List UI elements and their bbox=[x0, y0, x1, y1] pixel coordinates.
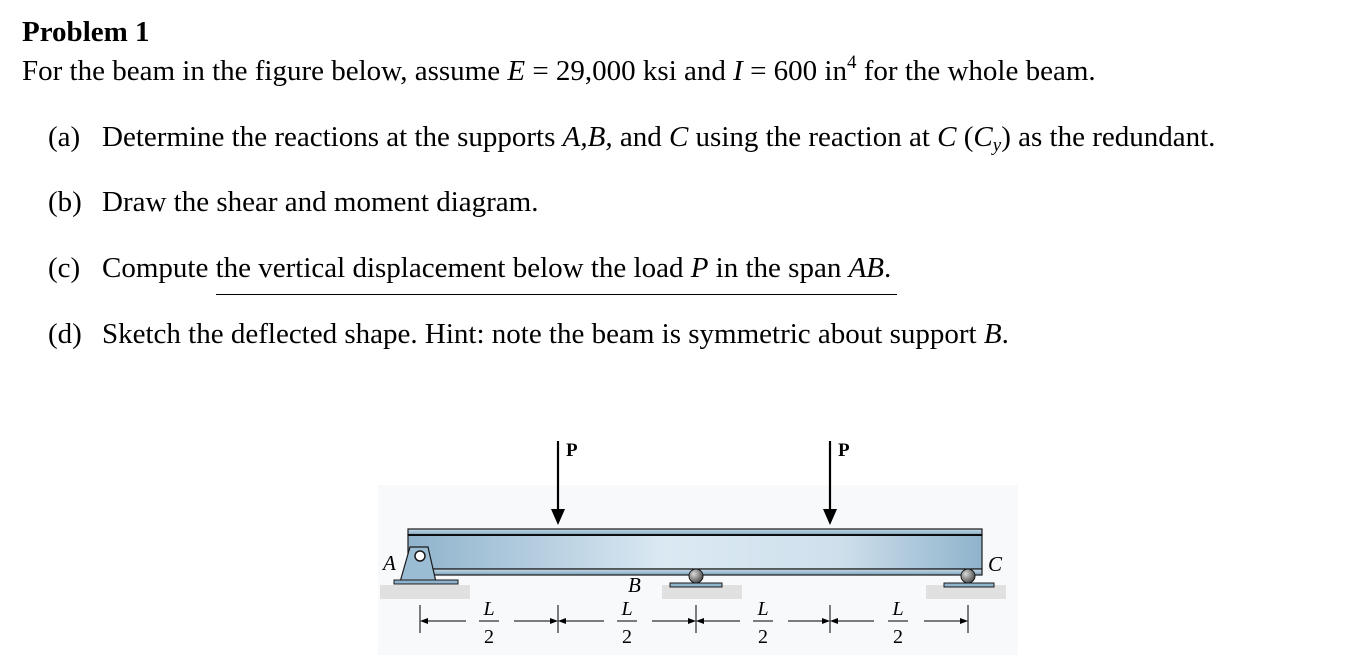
part-d-text: Sketch the deflected shape. Hint: note the beam is symmetric about support bbox=[102, 318, 984, 350]
part-a-text-3: using the reaction at bbox=[688, 121, 938, 153]
beam-figure bbox=[370, 425, 1020, 660]
part-a-cy: C bbox=[973, 121, 993, 153]
label-b: B bbox=[628, 573, 641, 597]
part-a-text: Determine the reactions at the supports bbox=[102, 121, 563, 153]
intro-e-symbol: E bbox=[507, 55, 526, 87]
part-a-text-2: and bbox=[612, 121, 669, 153]
intro-text-1: For the beam in the figure below, assume bbox=[22, 55, 508, 87]
part-c-span-ab: AB bbox=[848, 252, 885, 284]
part-a-support-c-2: C bbox=[937, 121, 957, 153]
problem-title: Problem 1 bbox=[22, 16, 150, 48]
load-label-left: P bbox=[566, 440, 578, 461]
part-b-text: Draw the shear and moment diagram. bbox=[102, 186, 539, 218]
span-1-denominator: 2 bbox=[484, 626, 494, 648]
part-a-support-c: C bbox=[668, 121, 689, 153]
part-b bbox=[48, 186, 538, 219]
part-a-paren-close: ) bbox=[1001, 121, 1011, 153]
part-c-text: Compute bbox=[102, 252, 216, 284]
span-3-numerator: L bbox=[757, 598, 769, 620]
part-a-supports-ab: A,B, bbox=[562, 121, 613, 153]
part-c bbox=[48, 252, 891, 285]
label-a: A bbox=[383, 551, 396, 575]
part-a-cy-subscript: y bbox=[992, 135, 1002, 156]
problem-intro bbox=[22, 52, 1096, 88]
part-c-load-p: P bbox=[690, 252, 709, 284]
part-d-period: . bbox=[1001, 318, 1009, 350]
span-2-denominator: 2 bbox=[622, 626, 632, 648]
span-4-numerator: L bbox=[892, 598, 904, 620]
intro-text-2: = 29,000 ksi and bbox=[525, 55, 734, 87]
intro-text-3: = 600 in bbox=[742, 55, 847, 87]
span-1-numerator: L bbox=[483, 598, 495, 620]
span-4-denominator: 2 bbox=[893, 626, 903, 648]
part-c-label: (c) bbox=[48, 252, 81, 284]
span-3-denominator: 2 bbox=[758, 626, 768, 648]
span-2-numerator: L bbox=[621, 598, 633, 620]
part-a-paren-open: ( bbox=[956, 121, 974, 153]
part-c-underlined-text-2: in the span bbox=[708, 252, 849, 284]
part-a-label: (a) bbox=[48, 121, 81, 153]
part-c-underlined-text: the vertical displacement below the load bbox=[215, 252, 691, 284]
part-d bbox=[48, 318, 1009, 351]
part-d-support-b: B bbox=[983, 318, 1002, 350]
part-d-label: (d) bbox=[48, 318, 82, 350]
load-label-right: P bbox=[838, 440, 850, 461]
part-a-text-4: as the redundant. bbox=[1010, 121, 1216, 153]
part-b-label: (b) bbox=[48, 186, 82, 218]
intro-text-4: for the whole beam. bbox=[856, 55, 1096, 87]
part-c-period: . bbox=[884, 252, 892, 284]
part-c-underlined bbox=[216, 252, 892, 284]
intro-i-symbol: I bbox=[733, 55, 743, 87]
part-a bbox=[48, 121, 1215, 154]
beam bbox=[408, 529, 982, 575]
label-c: C bbox=[988, 552, 1003, 576]
intro-exponent: 4 bbox=[847, 52, 857, 73]
